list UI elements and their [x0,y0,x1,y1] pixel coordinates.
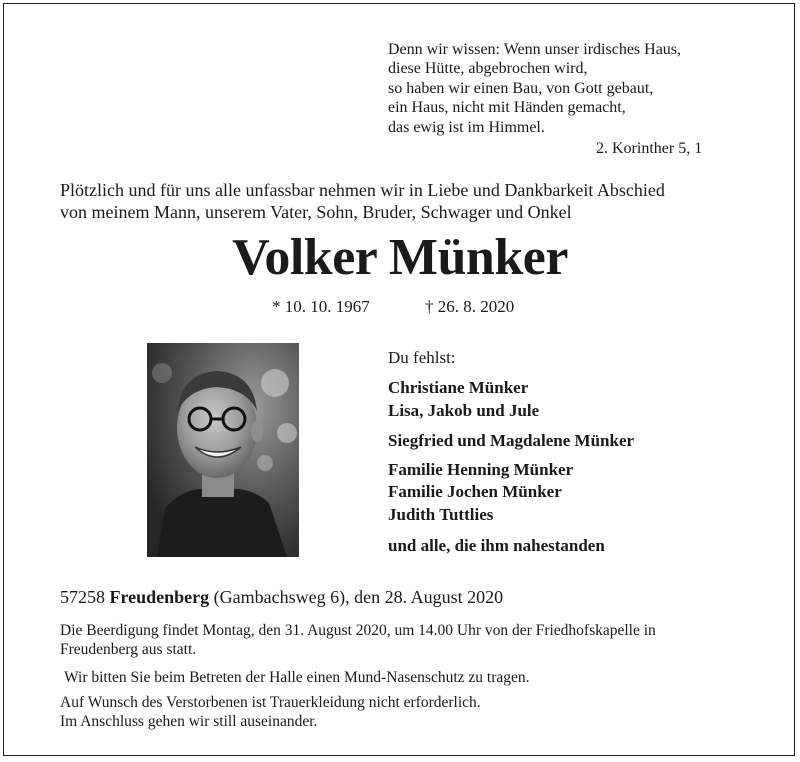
mourner-name: Familie Jochen Münker [388,482,562,501]
postcode: 57258 [60,587,105,607]
portrait-photo [147,343,299,557]
intro-line-2: von meinem Mann, unserem Vater, Sohn, Bruder, Schwager und Onkel [60,202,572,222]
clothing-notice-line-1: Auf Wunsch des Verstorbenen ist Trauerkleidung nicht erforderlich. [60,694,481,711]
location-date-line [60,587,503,608]
birth-date: * 10. 10. 1967 [272,297,370,316]
address-date: (Gambachsweg 6), den 28. August 2020 [213,587,504,607]
portrait-image [147,343,299,557]
verse-line: Denn wir wissen: Wenn unser irdisches Haus, [388,41,682,58]
mourner-name: und alle, die ihm nahestanden [388,536,605,555]
mourners-heading: Du fehlst: [388,348,456,367]
city: Freudenberg [109,587,210,607]
funeral-info-line-2: Freudenberg aus statt. [60,641,197,658]
verse-line: diese Hütte, abgebrochen wird, [388,60,588,77]
obituary-notice [3,3,795,756]
funeral-info-line-1: Die Beerdigung findet Montag, den 31. August 2020, um 14.00 Uhr von der Friedhofskapelle in [60,622,656,639]
verse-line: so haben wir einen Bau, von Gott gebaut, [388,80,654,97]
mourner-name: Lisa, Jakob und Jule [388,401,540,420]
mourner-name: Judith Tuttlies [388,505,494,524]
verse-line: das ewig ist im Himmel. [388,119,545,136]
deceased-name: Volker Münker [232,229,568,286]
mourner-name: Siegfried und Magdalene Münker [388,431,635,450]
intro-line-1: Plötzlich und für uns alle unfassbar nehmen wir in Liebe und Dankbarkeit Abschied [60,180,665,200]
verse-line: ein Haus, nicht mit Händen gemacht, [388,99,626,116]
verse-reference: 2. Korinther 5, 1 [596,140,703,157]
mask-notice: Wir bitten Sie beim Betreten der Halle einen Mund-Nasenschutz zu tragen. [64,669,530,686]
mourner-name: Christiane Münker [388,378,529,397]
mourner-name: Familie Henning Münker [388,460,574,479]
clothing-notice-line-2: Im Anschluss gehen wir still auseinander. [60,713,318,730]
death-date: † 26. 8. 2020 [425,297,515,316]
